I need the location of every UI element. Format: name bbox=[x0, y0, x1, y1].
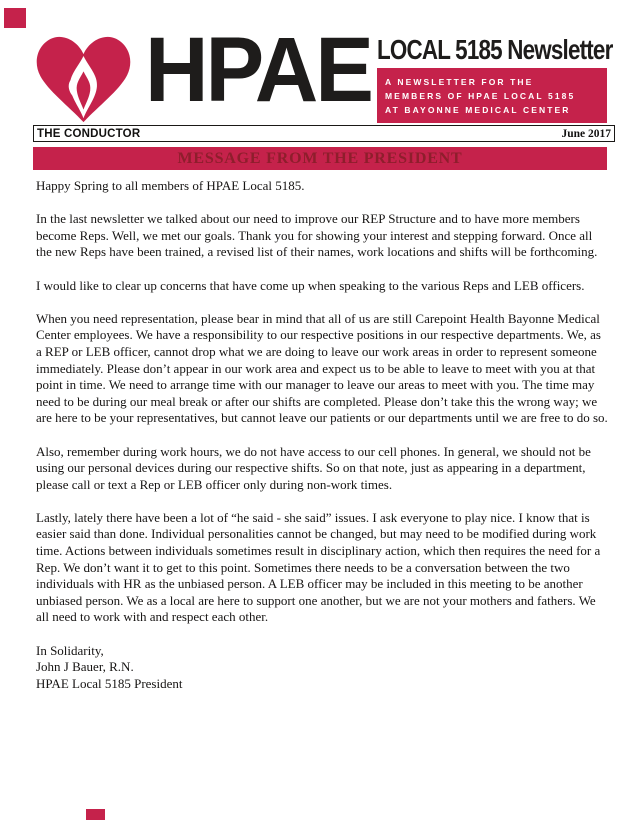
tagline-line: A NEWSLETTER FOR THE bbox=[385, 77, 534, 87]
tagline-box bbox=[377, 68, 607, 123]
issue-date: June 2017 bbox=[561, 127, 611, 140]
paragraph-representation: When you need representation, please bear in mind that all of us are still Carepoint Health Bayonne Medical Center employees. We have a responsibility to our respective positions in our respective departments. We, as a REP or LEB officer, cannot drop what we are doing to leave our work areas in order to represent someone immediately. Please don’t appear in our work area and expect us to be able to leave to meet with you at that point in time. We need to arrange time with our manager to leave our areas to meet with you. The time may need to be during our meal break or after our shifts are completed. Please don’t take this the wrong way; we are here to be your representatives, but cannot leave our patients or our departments until we are free to do so. bbox=[36, 310, 608, 426]
paragraph-greeting: Happy Spring to all members of HPAE Local 5185. bbox=[36, 178, 305, 193]
publication-name: THE CONDUCTOR bbox=[37, 127, 141, 140]
hpae-heart-flame-icon bbox=[33, 33, 134, 125]
tagline-line: AT BAYONNE MEDICAL CENTER bbox=[385, 105, 571, 115]
article-body bbox=[36, 178, 608, 692]
masthead bbox=[33, 18, 613, 125]
signature-closing: In Solidarity, bbox=[36, 642, 104, 658]
signature-name: John J Bauer, R.N. bbox=[36, 659, 134, 675]
signature-title: HPAE Local 5185 President bbox=[36, 675, 183, 691]
newsletter-title-block bbox=[377, 34, 613, 123]
signature-block bbox=[36, 643, 608, 693]
corner-mark-top-left bbox=[4, 8, 26, 28]
logo-row bbox=[33, 18, 613, 125]
publication-band bbox=[33, 125, 615, 142]
paragraph-concerns: I would like to clear up concerns that have come up when speaking to the various Reps and LEB officers. bbox=[36, 277, 585, 293]
corner-mark-bottom-left bbox=[86, 809, 105, 820]
newsletter-title: LOCAL 5185 Newsletter bbox=[377, 34, 613, 65]
hpae-wordmark: HPAE bbox=[145, 18, 371, 121]
paragraph-he-said-she-said: Lastly, lately there have been a lot of “he said - she said” issues. I ask everyone to play nice. I know that is easier said than done. Individual personalities cannot be changed, but may need to be modified during work time. Actions between individuals sometimes result in disciplinary action, which then requires the need for a Rep. We don’t want it to get to this point. Sometimes there needs to be a conversation between the two individuals with HR as the unbiased person. A LEB officer may be included in this meeting to be another unbiased person. We as a local are here to support one another, but we are not your mothers and fathers. We all need to work with and respect each other. bbox=[36, 509, 601, 625]
paragraph-cell-phones: Also, remember during work hours, we do not have access to our cell phones. In general, we should not be using our personal devices during our respective shifts. So on that note, just as appearing in a department, please call or text a Rep or LEB officer only during non-work times. bbox=[36, 443, 591, 492]
section-banner: MESSAGE FROM THE PRESIDENT bbox=[33, 147, 607, 170]
paragraph-rep-structure: In the last newsletter we talked about our need to improve our REP Structure and to have more members become Reps. Well, we met our goals. Thank you for showing your interest and stepping forward. Once all the new Reps have been trained, a revised list of their names, work locations and shifts will be forthcoming. bbox=[36, 211, 598, 260]
tagline-line: MEMBERS OF HPAE LOCAL 5185 bbox=[385, 91, 576, 101]
